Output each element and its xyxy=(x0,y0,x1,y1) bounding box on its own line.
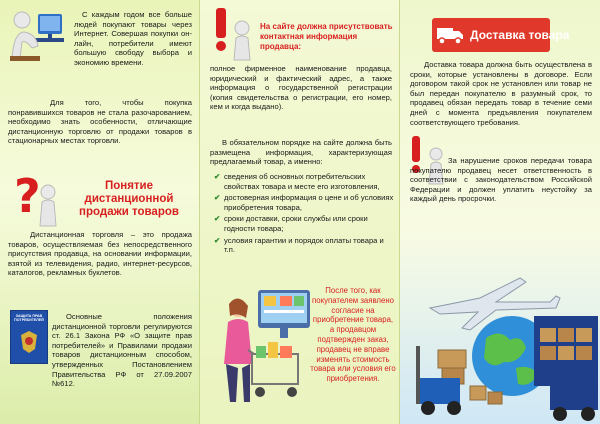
section-heading-definition: Понятие дистанционной продажи товаров xyxy=(79,180,179,218)
law-book-icon xyxy=(10,310,48,364)
check-icon: ✔ xyxy=(214,235,221,245)
law-book-label: ЗАЩИТА ПРАВ ПОТРЕБИТЕЛЕЙ xyxy=(14,314,44,323)
list-item: ✔ достоверная информация о цене и об условиях приобретения товара, xyxy=(214,193,394,212)
list-item: ✔ условия гарантии и порядок оплаты товара и т.п. xyxy=(214,235,384,255)
delivery-truck-icon xyxy=(436,24,464,46)
column-left xyxy=(0,0,200,424)
intro-paragraph-1: С каждым годом все больше людей покупают товары через Интернет. Совершая покупки он-лайн, потребители имеют большую свободу выбора и экономию времени. xyxy=(74,10,192,67)
list-item: ✔ сроки доставки, сроки службы или сроки годности товара; xyxy=(214,214,368,233)
delivery-terms-paragraph: Доставка товара должна быть осуществлена в сроки, которые установлены в договоре. Если договором такой срок не установлен или товар не был передан покупателю в разумный срок, то продавец обязан передать товар в течение семи дней с момента предъявления покупателем соответствующего требования. xyxy=(410,60,592,127)
question-mark-icon xyxy=(8,172,60,228)
svg-text:?: ? xyxy=(14,172,41,223)
definition-paragraph: Дистанционная торговля – это продажа товаров, осуществляемая без непосредственного присутствия продавца, на основании информации, взятой из телевидения, радио, интернет-ресурсов, каталогов, рекламных буклетов. xyxy=(8,230,192,278)
product-info-list xyxy=(214,172,394,257)
price-change-warning: После того, как покупателем заявлено согласие на приобретение товара, а продавцом подтвержден заказ, продавец не вправе изменять стоимость товара или условия его приобретения. xyxy=(310,286,396,384)
contact-info-heading: На сайте должна присутствовать контактная информация продавца: xyxy=(260,22,393,51)
check-icon: ✔ xyxy=(214,172,221,181)
mandatory-info-paragraph: В обязательном порядке на сайте должна быть размещена информация, характеризующая предлагаемый товар, а именно: xyxy=(210,138,392,167)
intro-paragraph-2: Для того, чтобы покупка понравившихся товаров не стала разочарованием, необходимо знать особенности, отличающие дистанционную торговлю от продажи товаров в стационарных местах торговли. xyxy=(8,98,192,146)
logistics-illustration xyxy=(400,268,600,424)
check-icon: ✔ xyxy=(214,214,221,224)
online-shopper-illustration xyxy=(208,284,314,414)
seller-info-paragraph: полное фирменное наименование продавца, юридический и фактический адрес, а также информация о государственной регистрации (копия свидетельства о регистрации, его номер, кем и когда выдано). xyxy=(210,64,392,112)
penalty-paragraph: За нарушение сроков передачи товара покупателю продавец несет ответственность в соответствии с законодательством Российской Федерации и должен уплатить неустойку за каждый день просрочки. xyxy=(410,156,592,204)
column-right xyxy=(400,0,600,424)
list-item: ✔ сведения об основных потребительских свойствах товара и месте его изготовления, xyxy=(214,172,380,191)
computer-user-icon xyxy=(8,8,68,64)
delivery-heading: Доставка товара xyxy=(470,28,570,42)
exclamation-mark-icon xyxy=(208,6,258,62)
check-icon: ✔ xyxy=(214,193,221,203)
regulation-paragraph: Основные положения дистанционной торговли регулируются ст. 26.1 Закона РФ «О защите прав потребителей» и Правилами продажи товаров дистанционным способом, утвержденных Постановлением Правительства РФ от 27.09.2007 №612. xyxy=(52,312,192,389)
column-middle xyxy=(200,0,400,424)
